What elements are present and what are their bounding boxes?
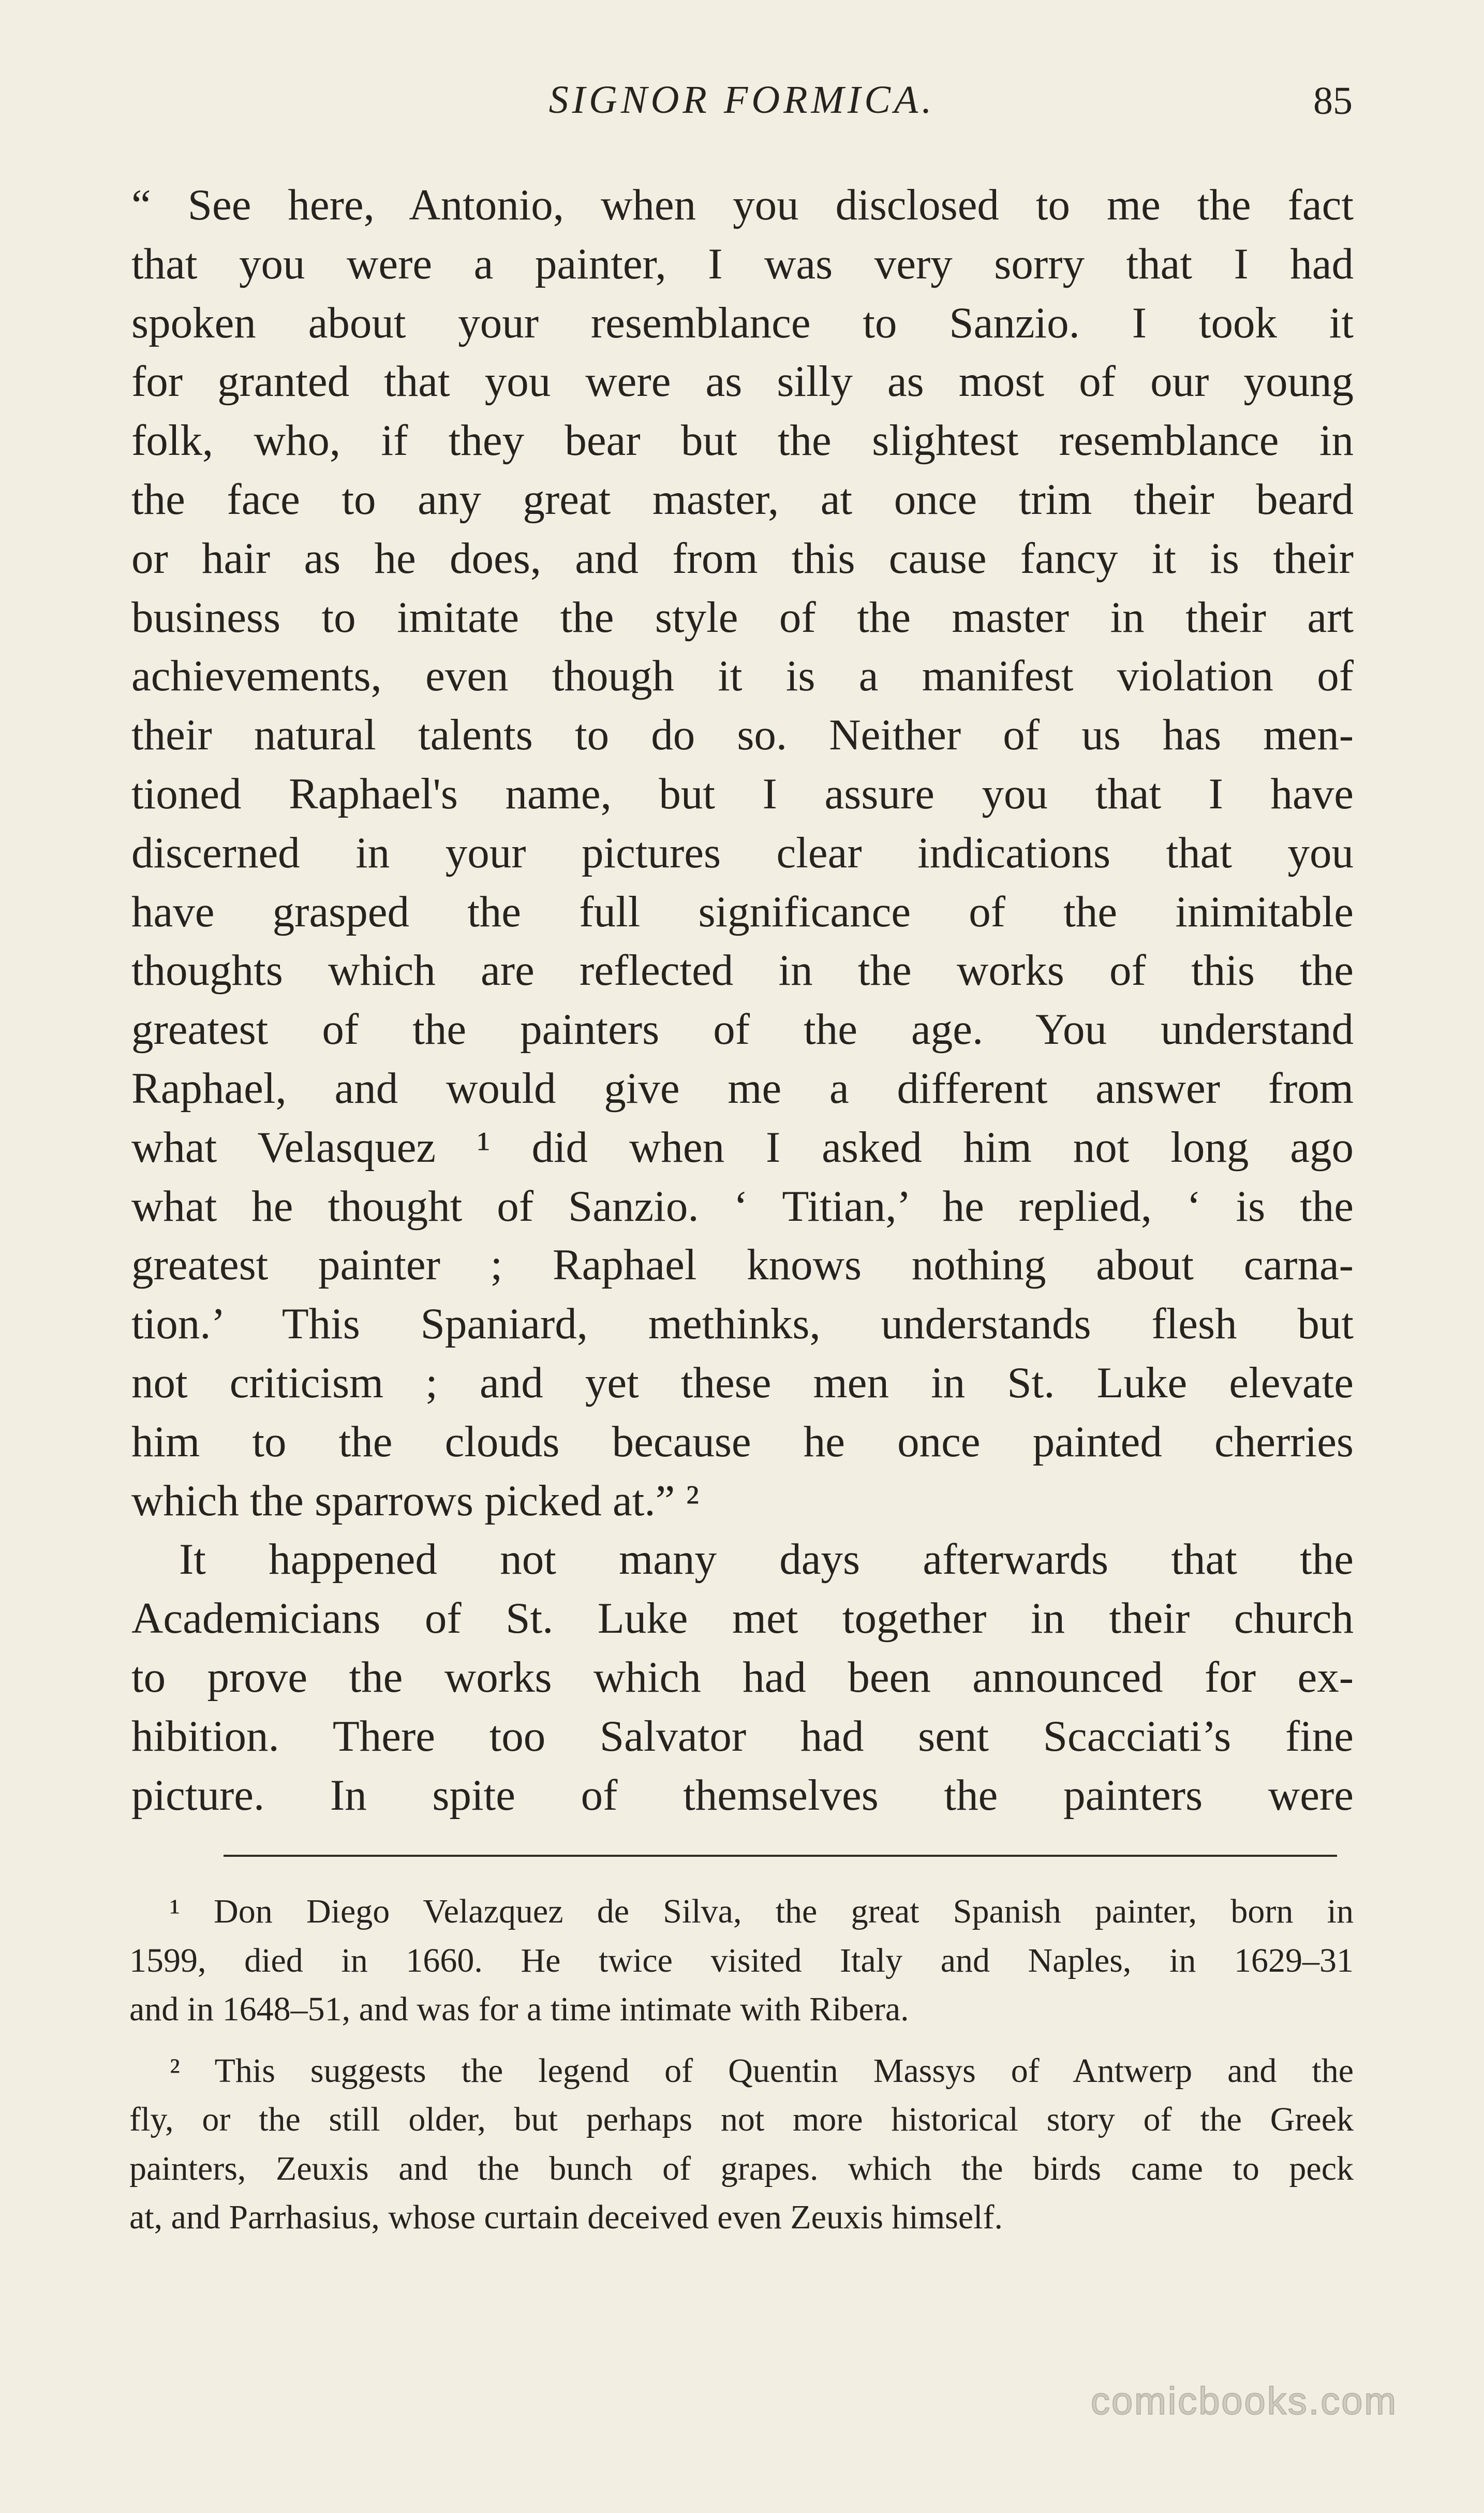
- text-line: what he thought of Sanzio. ‘ Titian,’ he replied, ‘ is the: [131, 1181, 1354, 1231]
- text-line: or hair as he does, and from this cause fancy it is their: [131, 534, 1354, 583]
- text-line: business to imitate the style of the master in their art: [131, 593, 1354, 642]
- text-line: folk, who, if they bear but the slightest resemblance in: [131, 416, 1354, 465]
- footnote-divider: [224, 1855, 1337, 1857]
- footnote-line: 1599, died in 1660. He twice visited Italy and Naples, in 1629–31: [129, 1941, 1354, 1979]
- footnote-line: fly, or the still older, but perhaps not more historical story of the Greek: [129, 2101, 1354, 2138]
- text-line: what Velasquez ¹ did when I asked him not long ago: [131, 1122, 1354, 1172]
- text-line: spoken about your resemblance to Sanzio. I took it: [131, 298, 1354, 347]
- text-line: tion.’ This Spaniard, methinks, understands flesh but: [131, 1299, 1354, 1349]
- footnote-line: and in 1648–51, and was for a time intimate with Ribera.: [129, 1990, 909, 2028]
- text-line: not criticism ; and yet these men in St. Luke elevate: [131, 1358, 1354, 1407]
- text-line: that you were a painter, I was very sorry that I had: [131, 239, 1354, 288]
- text-line: for granted that you were as silly as most of our young: [131, 357, 1354, 406]
- text-line: him to the clouds because he once painted cherries: [131, 1417, 1354, 1466]
- paragraph-first-line: It happened not many days afterwards that the: [179, 1535, 1354, 1584]
- footnote-line: ¹ Don Diego Velazquez de Silva, the great Spanish painter, born in: [170, 1893, 1354, 1930]
- text-line: hibition. There too Salvator had sent Scacciati’s fine: [131, 1711, 1354, 1761]
- text-line: Academicians of St. Luke met together in their church: [131, 1594, 1354, 1643]
- running-title: SIGNOR FORMICA.: [548, 78, 936, 122]
- footnote-line: painters, Zeuxis and the bunch of grapes. which the birds came to peck: [129, 2149, 1354, 2187]
- text-line: to prove the works which had been announced for ex-: [131, 1652, 1354, 1702]
- text-line: their natural talents to do so. Neither of us has men-: [131, 711, 1354, 760]
- text-line: picture. In spite of themselves the painters were: [131, 1770, 1354, 1820]
- text-line: which the sparrows picked at.” ²: [131, 1476, 700, 1525]
- body-text: [131, 176, 1354, 1825]
- text-line: thoughts which are reflected in the works of this the: [131, 946, 1354, 995]
- text-line: discerned in your pictures clear indications that you: [131, 828, 1354, 877]
- text-line: tioned Raphael's name, but I assure you that I have: [131, 769, 1354, 818]
- text-line: “ See here, Antonio, when you disclosed to me the fact: [131, 181, 1354, 229]
- footnote-spacer: [129, 2034, 1354, 2047]
- text-line: the face to any great master, at once trim their beard: [131, 475, 1354, 524]
- text-line: greatest of the painters of the age. You understand: [131, 1005, 1354, 1054]
- footnote-line: at, and Parrhasius, whose curtain deceived even Zeuxis himself.: [129, 2198, 1003, 2236]
- watermark: comicbooks.com: [1091, 2379, 1398, 2422]
- footnotes: [129, 1887, 1354, 2242]
- footnote-line: ² This suggests the legend of Quentin Massys of Antwerp and the: [170, 2051, 1354, 2090]
- running-head: [0, 78, 1484, 135]
- text-line: achievements, even though it is a manifest violation of: [131, 652, 1354, 701]
- page-number: 85: [1313, 79, 1353, 123]
- text-line: Raphael, and would give me a different answer from: [131, 1063, 1354, 1113]
- text-line: greatest painter ; Raphael knows nothing about carna-: [131, 1240, 1354, 1290]
- text-line: have grasped the full significance of the inimitable: [131, 887, 1354, 936]
